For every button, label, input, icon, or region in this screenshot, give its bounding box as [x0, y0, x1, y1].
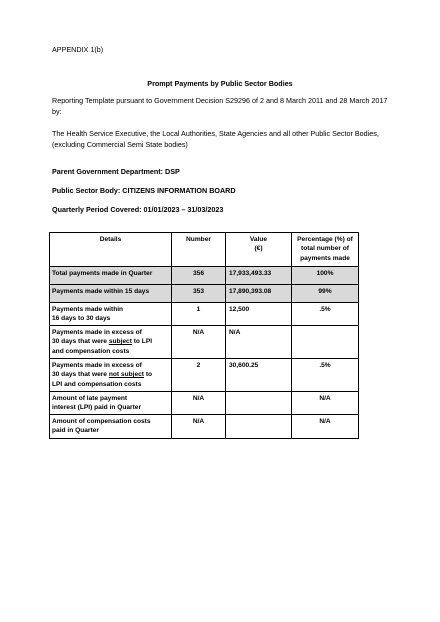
- header-details: Details: [50, 233, 172, 267]
- cell-percentage: 100%: [292, 267, 359, 285]
- cell-value: 12,500: [226, 303, 292, 326]
- cell-percentage: N/A: [292, 415, 359, 438]
- table-row-compensation-costs: [50, 415, 359, 438]
- cell-value: 30,600.25: [226, 359, 292, 392]
- header-value: Value (€): [226, 233, 292, 267]
- table-row-16-to-30-days: [50, 303, 359, 326]
- cell-number: 353: [172, 285, 226, 303]
- intro-paragraph: Reporting Template pursuant to Government Decision S29296 of 2 and 8 March 2011 and 28 March 2017 by:: [52, 96, 388, 116]
- cell-percentage: .5%: [292, 359, 359, 392]
- cell-number: N/A: [172, 326, 226, 359]
- cell-percentage: .5%: [292, 303, 359, 326]
- cell-value: [226, 415, 292, 438]
- bodies-paragraph: The Health Service Executive, the Local Authorities, State Agencies and all other Public Sector Bodies, (excluding Commercial Semi State bodies): [52, 129, 379, 149]
- cell-value: [226, 392, 292, 415]
- cell-percentage: 99%: [292, 285, 359, 303]
- cell-details: Payments made within 16 days to 30 days: [50, 303, 172, 326]
- cell-details: Total payments made in Quarter: [50, 267, 172, 285]
- appendix-label: APPENDIX 1(b): [52, 45, 104, 54]
- table-row-excess-subject-to-lpi: [50, 326, 359, 359]
- cell-number: N/A: [172, 415, 226, 438]
- table-row-total-payments: [50, 267, 359, 285]
- parent-department: Parent Government Department: DSP: [52, 167, 180, 176]
- cell-value: 17,933,493.33: [226, 267, 292, 285]
- table-header-row: [50, 233, 359, 267]
- cell-details: Amount of compensation costs paid in Quarter: [50, 415, 172, 438]
- cell-value: 17,890,393.08: [226, 285, 292, 303]
- cell-details: Payments made in excess of 30 days that were subject to LPI and compensation costs: [50, 326, 172, 359]
- header-number: Number: [172, 233, 226, 267]
- header-percentage: Percentage (%) of total number of payments made: [292, 233, 359, 267]
- cell-percentage: [292, 326, 359, 359]
- public-sector-body: Public Sector Body: CITIZENS INFORMATION BOARD: [52, 186, 236, 195]
- cell-percentage: N/A: [292, 392, 359, 415]
- cell-number: N/A: [172, 392, 226, 415]
- cell-number: 2: [172, 359, 226, 392]
- table-row-within-15-days: [50, 285, 359, 303]
- cell-value: N/A: [226, 326, 292, 359]
- cell-details: Amount of late payment interest (LPI) paid in Quarter: [50, 392, 172, 415]
- payments-table: [49, 232, 359, 439]
- cell-number: 356: [172, 267, 226, 285]
- cell-details: Payments made within 15 days: [50, 285, 172, 303]
- document-title: Prompt Payments by Public Sector Bodies: [147, 79, 293, 88]
- cell-number: 1: [172, 303, 226, 326]
- table-row-late-payment-interest: [50, 392, 359, 415]
- quarterly-period: Quarterly Period Covered: 01/01/2023 – 31/03/2023: [52, 205, 224, 214]
- table-row-excess-not-subject-to-lpi: [50, 359, 359, 392]
- cell-details: Payments made in excess of 30 days that were not subject to LPI and compensation costs: [50, 359, 172, 392]
